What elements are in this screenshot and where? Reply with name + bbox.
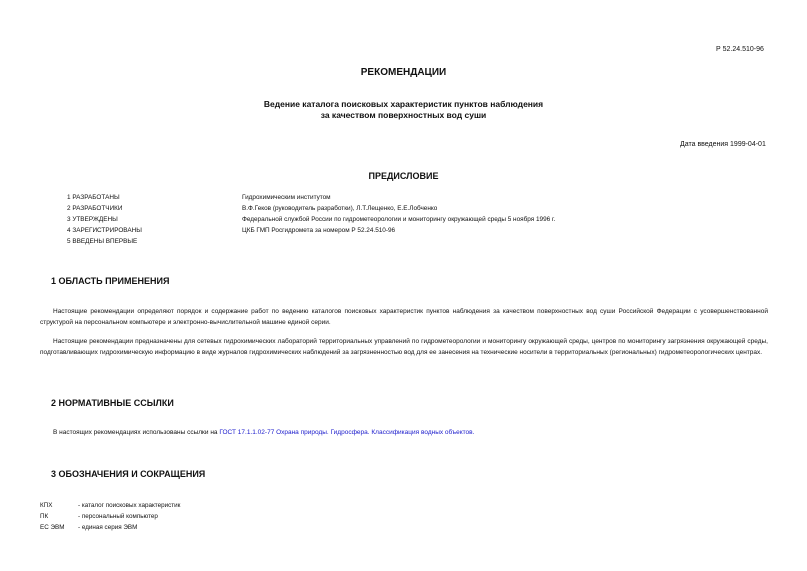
section-1-paragraph-2: Настоящие рекомендации предназначены для сетевых гидрохимических лабораторий территориальных управлений по гидрометеорологии и мониторингу окружающей среды, центров по мониторингу загрязнения окружающей среды, подготавливающих гидрохимическую информацию в виде журналов гидрохимических наблюдений за загрязненностью вод для ее занесения на технические носители в территориальных (региональных) гидрометеорологических центрах. bbox=[40, 338, 768, 356]
abbreviation-term: ПК bbox=[40, 513, 49, 520]
preface-item-value: В.Ф.Геков (руководитель разработки), Л.Т.Лещенко, Е.Е.Лобченко bbox=[242, 205, 438, 212]
effective-date: Дата введения 1999-04-01 bbox=[680, 141, 766, 148]
abbreviation-definition: - единая серия ЭВМ bbox=[78, 524, 138, 531]
preface-item-value: Федеральной службой России по гидрометеорологии и мониторингу окружающей среды 5 ноября 1996 г. bbox=[242, 216, 556, 223]
preface-item-label: 4 ЗАРЕГИСТРИРОВАНЫ bbox=[67, 227, 142, 234]
section-2-heading: 2 НОРМАТИВНЫЕ ССЫЛКИ bbox=[51, 398, 174, 408]
preface-item-label: 5 ВВЕДЕНЫ ВПЕРВЫЕ bbox=[67, 238, 138, 245]
document-subtitle bbox=[0, 99, 807, 121]
subtitle-line-2: за качеством поверхностных вод суши bbox=[320, 110, 487, 120]
abbreviation-definition: - каталог поисковых характеристик bbox=[78, 502, 181, 509]
preface-item-label: 1 РАЗРАБОТАНЫ bbox=[67, 194, 120, 201]
section-2-paragraph bbox=[40, 427, 768, 438]
subtitle-line-1: Ведение каталога поисковых характеристик пунктов наблюдения bbox=[263, 99, 544, 109]
preface-item-value: ЦКБ ГМП Росгидромета за номером Р 52.24.510-96 bbox=[242, 227, 396, 234]
section-1-paragraph-1: Настоящие рекомендации определяют порядок и содержание работ по ведению каталогов поисковых характеристик пунктов наблюдения за качеством поверхностных вод суши Российской Федерации с усовершенствованной структурой на персональном компьютере и электронно-вычислительной машине единой серии. bbox=[40, 308, 768, 326]
document-title: РЕКОМЕНДАЦИИ bbox=[360, 67, 447, 78]
document-number: Р 52.24.510-96 bbox=[716, 46, 764, 53]
preface-heading: ПРЕДИСЛОВИЕ bbox=[368, 171, 439, 181]
abbreviation-term: ЕС ЭВМ bbox=[40, 524, 65, 531]
section-3-heading: 3 ОБОЗНАЧЕНИЯ И СОКРАЩЕНИЯ bbox=[51, 469, 206, 479]
preface-item-label: 3 УТВЕРЖДЕНЫ bbox=[67, 216, 118, 223]
section-1-heading: 1 ОБЛАСТЬ ПРИМЕНЕНИЯ bbox=[51, 276, 170, 286]
section-2-text: В настоящих рекомендациях использованы ссылки на bbox=[53, 429, 220, 436]
preface-item-value: Гидрохимическим институтом bbox=[242, 194, 331, 201]
abbreviation-definition: - персональный компьютер bbox=[78, 513, 158, 520]
abbreviation-term: КПХ bbox=[40, 502, 53, 509]
preface-item-label: 2 РАЗРАБОТЧИКИ bbox=[67, 205, 123, 212]
gost-reference-link[interactable]: ГОСТ 17.1.1.02-77 Охрана природы. Гидросфера. Классификация водных объектов. bbox=[219, 429, 475, 436]
